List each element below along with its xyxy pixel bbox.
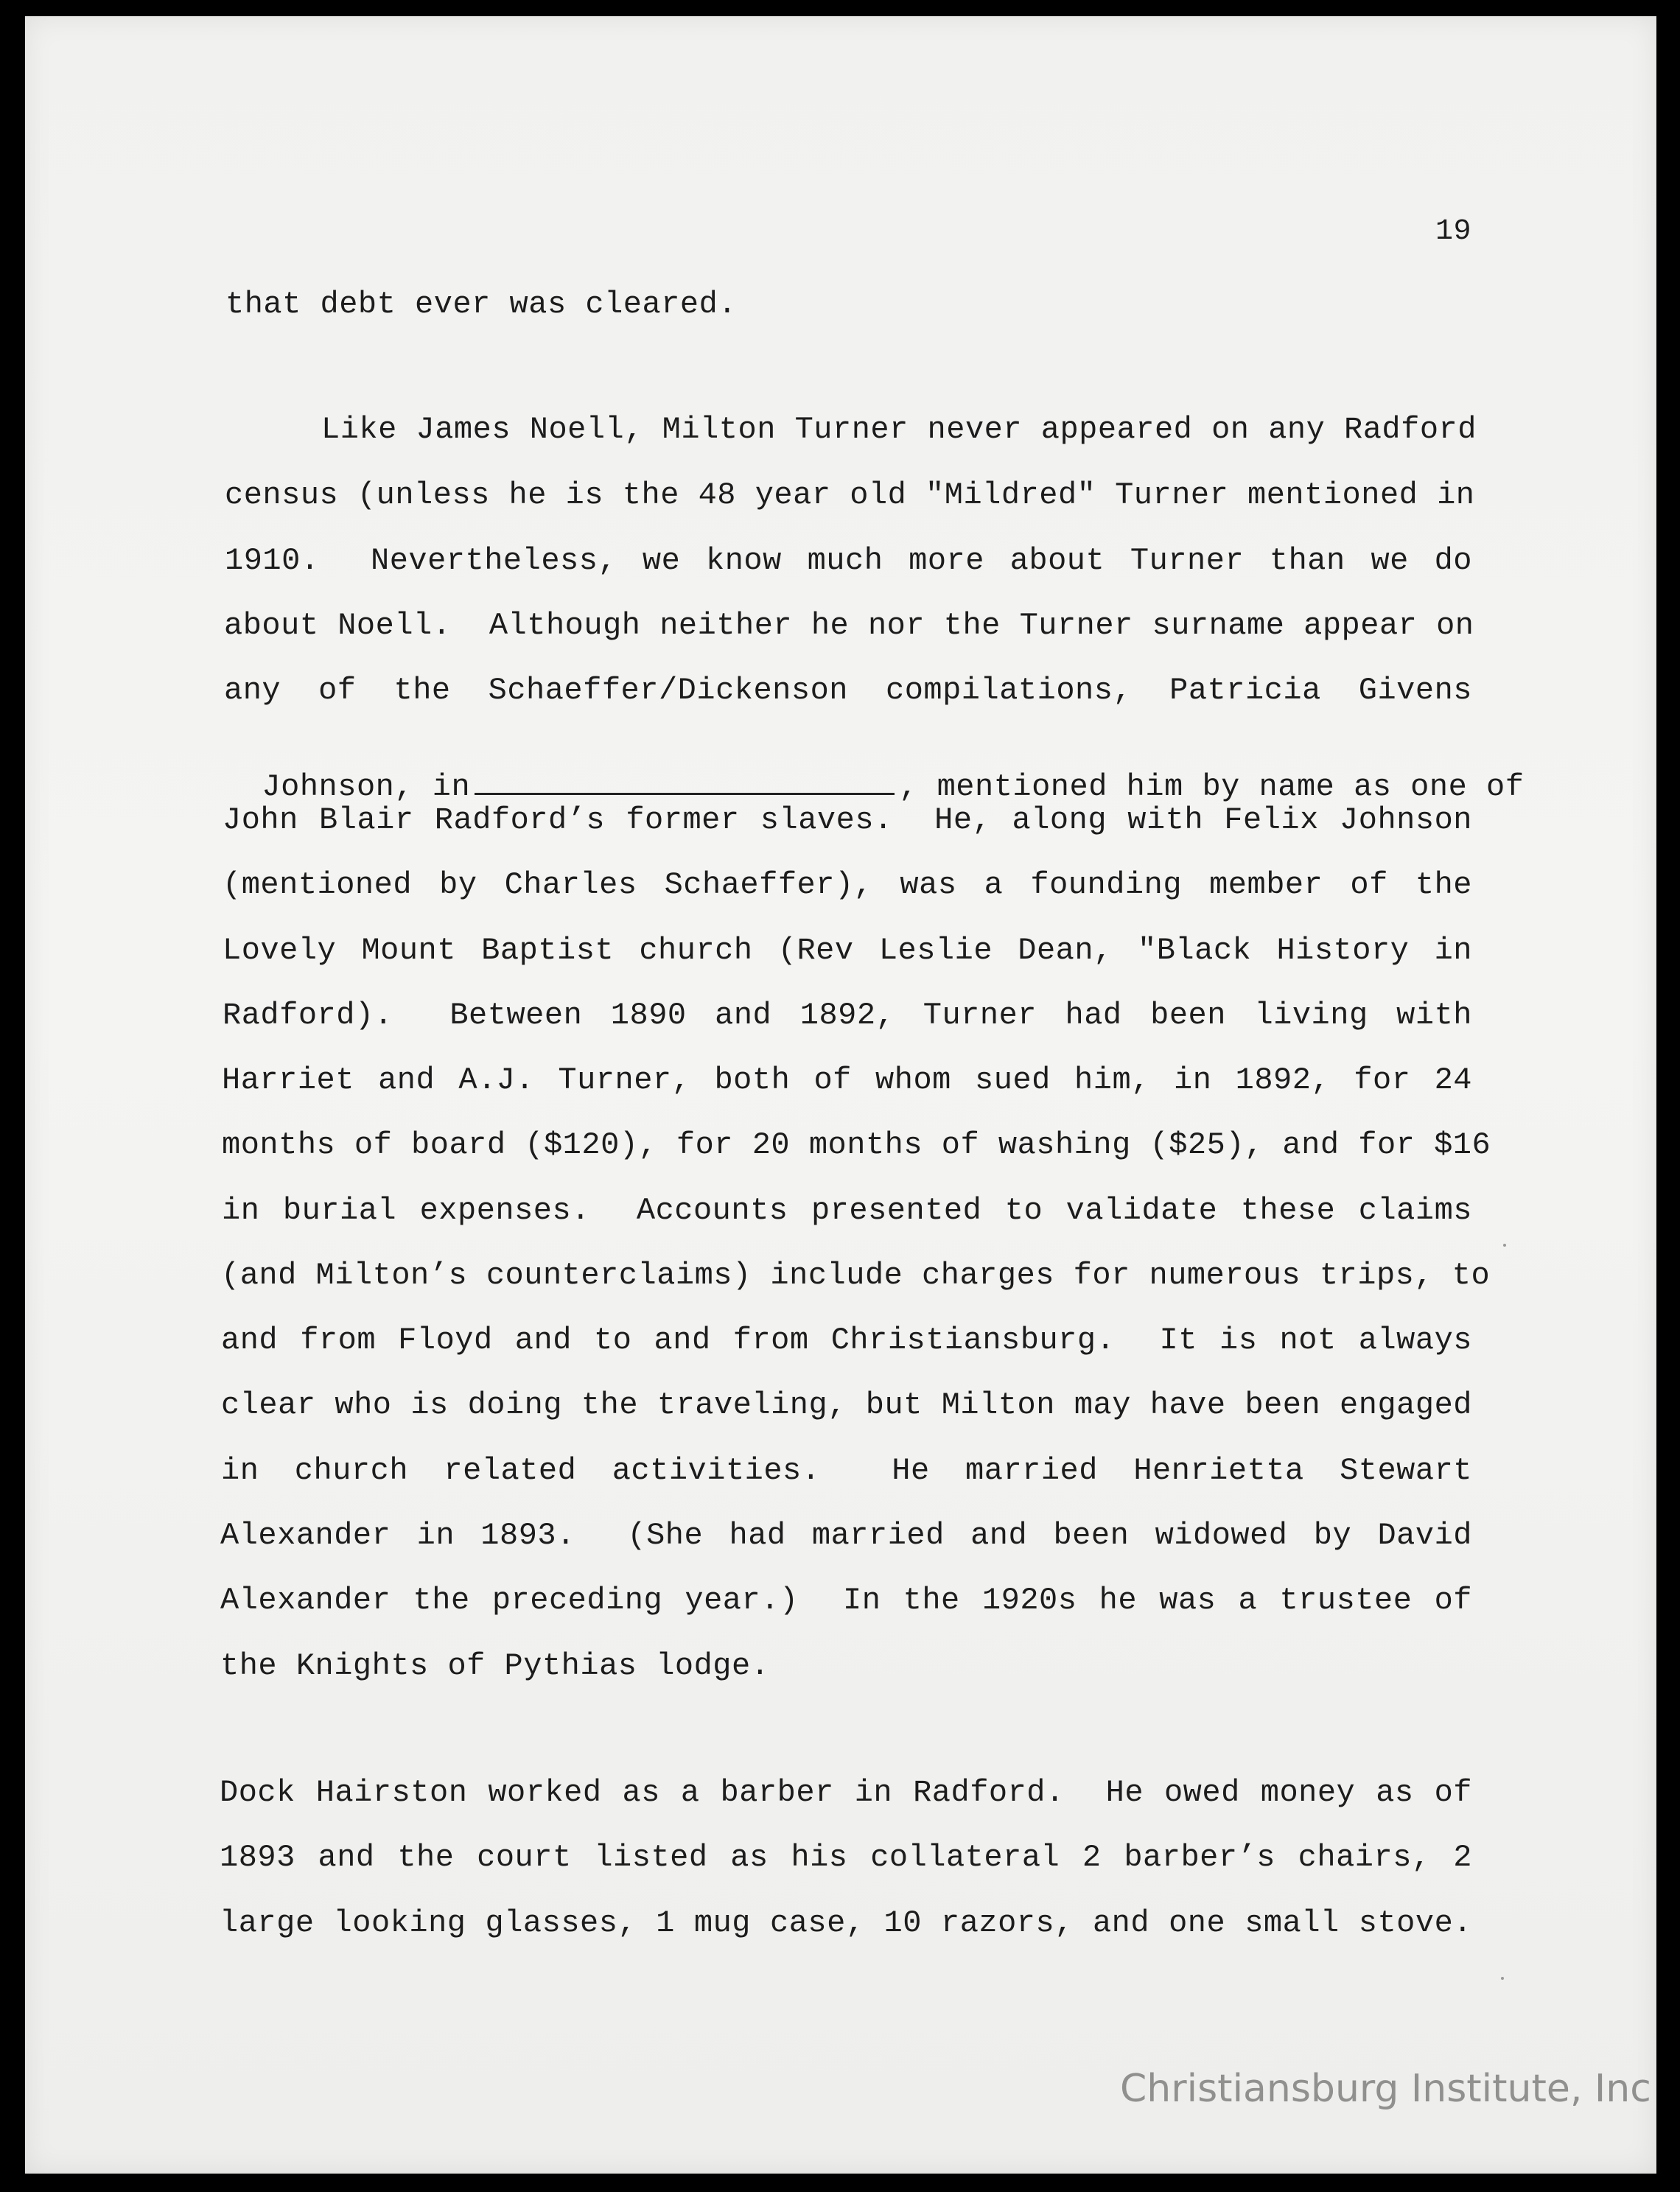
text-line-1: that debt ever was cleared. [225, 287, 738, 322]
text-line-22: Dock Hairston worked as a barber in Radford. He owed money as of [220, 1775, 1472, 1810]
text-line-14: in burial expenses. Accounts presented to validate these claims [222, 1193, 1472, 1228]
text-line-18: in church related activities. He married Henrietta Stewart [221, 1453, 1472, 1488]
text-line-21: the Knights of Pythias lodge. [220, 1648, 770, 1684]
text-line-7-start: Johnson, in [262, 769, 471, 805]
text-line-24: large looking glasses, 1 mug case, 10 razors, and one small stove. [220, 1905, 1472, 1941]
paper-speck [1503, 1244, 1506, 1247]
watermark: Christiansburg Institute, Inc [1120, 2067, 1651, 2111]
text-line-13: months of board ($120), for 20 months of washing ($25), and for $16 [222, 1127, 1491, 1163]
text-line-11: Radford). Between 1890 and 1892, Turner had been living with [223, 998, 1472, 1033]
page-number: 19 [1435, 215, 1472, 248]
text-line-16: and from Floyd and to and from Christiansburg. It is not always [221, 1323, 1472, 1358]
text-line-3: census (unless he is the 48 year old "Mildred" Turner mentioned in [225, 477, 1475, 513]
text-line-15: (and Milton’s counterclaims) include charges for numerous trips, to [221, 1258, 1491, 1293]
text-line-2: Like James Noell, Milton Turner never appeared on any Radford [321, 412, 1477, 447]
text-line-19: Alexander in 1893. (She had married and been widowed by David [220, 1518, 1472, 1553]
text-line-23: 1893 and the court listed as his collateral 2 barber’s chairs, 2 [220, 1840, 1472, 1875]
text-line-20: Alexander the preceding year.) In the 1920s he was a trustee of [220, 1583, 1472, 1618]
text-line-7-end: , mentioned him by name as one of [899, 769, 1525, 805]
paper-speck [1501, 1977, 1504, 1980]
text-line-17: clear who is doing the traveling, but Milton may have been engaged [221, 1387, 1472, 1423]
text-line-12: Harriet and A.J. Turner, both of whom sued him, in 1892, for 24 [222, 1062, 1472, 1098]
text-line-8: John Blair Radford’s former slaves. He, along with Felix Johnson [223, 802, 1472, 838]
citation-blank [475, 771, 895, 795]
text-line-4: 1910. Nevertheless, we know much more about Turner than we do [225, 543, 1472, 578]
text-line-6: any of the Schaeffer/Dickenson compilations, Patricia Givens [224, 673, 1472, 708]
text-line-5: about Noell. Although neither he nor the Turner surname appear on [224, 608, 1474, 643]
text-line-7 [224, 740, 1525, 805]
text-line-9: (mentioned by Charles Schaeffer), was a founding member of the [223, 867, 1472, 903]
text-line-10: Lovely Mount Baptist church (Rev Leslie Dean, "Black History in [223, 933, 1472, 968]
